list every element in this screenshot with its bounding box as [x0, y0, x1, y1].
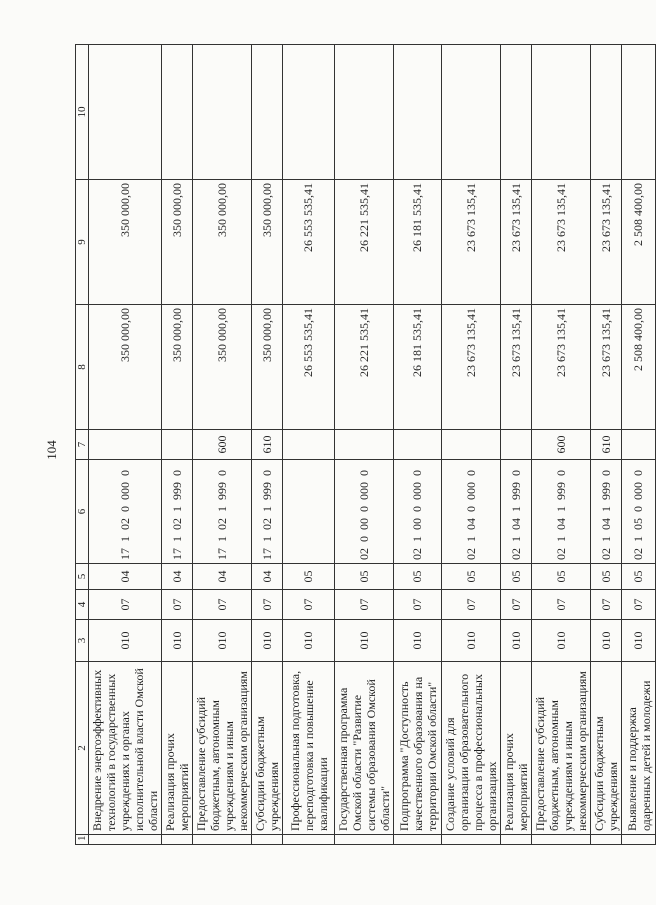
cell-subsection: 04 [162, 564, 193, 590]
cell-target-article: 02 1 04 1 999 0 [532, 460, 591, 564]
table-row [252, 45, 283, 845]
cell-subsection: 05 [591, 564, 622, 590]
cell-amount-part: 350 000,00 [89, 180, 162, 305]
cell-amount-total: 26 553 535,41 [283, 305, 335, 430]
cell-target-article: 17 1 02 0 000 0 [89, 460, 162, 564]
table-body [89, 45, 656, 845]
cell-col1 [283, 835, 335, 845]
page-number: 104 [43, 440, 59, 460]
cell-amount-total: 350 000,00 [89, 305, 162, 430]
cell-expense-type: 600 [193, 430, 252, 460]
cell-target-article: 02 1 00 0 000 0 [394, 460, 442, 564]
cell-amount-total: 23 673 135,41 [532, 305, 591, 430]
cell-expense-type [442, 430, 501, 460]
cell-subsection: 05 [283, 564, 335, 590]
cell-code-admin: 010 [591, 620, 622, 662]
cell-expense-type: 610 [591, 430, 622, 460]
cell-code-admin: 010 [442, 620, 501, 662]
cell-amount-total: 350 000,00 [193, 305, 252, 430]
cell-target-article: 17 1 02 1 999 0 [252, 460, 283, 564]
cell-amount-extra [442, 45, 501, 180]
cell-amount-total: 26 181 535,41 [394, 305, 442, 430]
cell-amount-extra [193, 45, 252, 180]
cell-subsection: 05 [442, 564, 501, 590]
cell-amount-total: 350 000,00 [162, 305, 193, 430]
cell-name: Государственная программа Омской области "Развитие системы образования Омской области" [335, 662, 394, 835]
cell-amount-part: 23 673 135,41 [442, 180, 501, 305]
cell-amount-part: 23 673 135,41 [591, 180, 622, 305]
cell-amount-part: 23 673 135,41 [501, 180, 532, 305]
cell-subsection: 04 [89, 564, 162, 590]
cell-amount-extra [162, 45, 193, 180]
cell-name: Подпрограмма "Доступность качественного образования на территории Омской области" [394, 662, 442, 835]
cell-col1 [89, 835, 162, 845]
table-row [394, 45, 442, 845]
cell-col1 [394, 835, 442, 845]
cell-amount-extra [394, 45, 442, 180]
cell-target-article: 17 1 02 1 999 0 [193, 460, 252, 564]
cell-section: 07 [442, 590, 501, 620]
cell-target-article: 02 1 04 1 999 0 [591, 460, 622, 564]
cell-amount-part: 26 181 535,41 [394, 180, 442, 305]
table-row [622, 45, 656, 845]
cell-amount-part: 350 000,00 [252, 180, 283, 305]
cell-expense-type [394, 430, 442, 460]
cell-name: Субсидии бюджетным учреждениям [591, 662, 622, 835]
cell-amount-extra [89, 45, 162, 180]
cell-section: 07 [89, 590, 162, 620]
cell-col1 [252, 835, 283, 845]
cell-col1 [442, 835, 501, 845]
cell-expense-type: 610 [252, 430, 283, 460]
cell-amount-extra [252, 45, 283, 180]
cell-amount-extra [622, 45, 656, 180]
cell-section: 07 [501, 590, 532, 620]
table-row [89, 45, 162, 845]
column-header: 1 [76, 835, 89, 845]
cell-amount-extra [591, 45, 622, 180]
cell-code-admin: 010 [162, 620, 193, 662]
cell-target-article: 02 0 00 0 000 0 [335, 460, 394, 564]
cell-section: 07 [283, 590, 335, 620]
cell-expense-type: 600 [532, 430, 591, 460]
column-header: 5 [76, 564, 89, 590]
cell-amount-extra [501, 45, 532, 180]
cell-col1 [193, 835, 252, 845]
cell-name: Реализация прочих мероприятий [501, 662, 532, 835]
cell-amount-extra [532, 45, 591, 180]
cell-amount-total: 2 508 400,00 [622, 305, 656, 430]
table-row [193, 45, 252, 845]
column-header: 3 [76, 620, 89, 662]
cell-expense-type [622, 430, 656, 460]
cell-target-article: 02 1 05 0 000 0 [622, 460, 656, 564]
column-header: 10 [76, 45, 89, 180]
cell-amount-part: 26 221 535,41 [335, 180, 394, 305]
cell-section: 07 [162, 590, 193, 620]
cell-amount-part: 2 508 400,00 [622, 180, 656, 305]
cell-subsection: 05 [622, 564, 656, 590]
cell-code-admin: 010 [394, 620, 442, 662]
cell-section: 07 [394, 590, 442, 620]
cell-amount-total: 23 673 135,41 [442, 305, 501, 430]
cell-amount-extra [283, 45, 335, 180]
column-header: 9 [76, 180, 89, 305]
cell-target-article: 17 1 02 1 999 0 [162, 460, 193, 564]
cell-subsection: 05 [532, 564, 591, 590]
cell-amount-part: 350 000,00 [193, 180, 252, 305]
cell-amount-part: 26 553 535,41 [283, 180, 335, 305]
cell-section: 07 [532, 590, 591, 620]
cell-code-admin: 010 [89, 620, 162, 662]
cell-col1 [501, 835, 532, 845]
cell-col1 [622, 835, 656, 845]
cell-code-admin: 010 [532, 620, 591, 662]
cell-name: Реализация прочих мероприятий [162, 662, 193, 835]
cell-subsection: 05 [394, 564, 442, 590]
cell-name: Предоставление субсидий бюджетным, автономным учреждениям и иным некоммерческим организациям [532, 662, 591, 835]
cell-name: Предоставление субсидий бюджетным, автономным учреждениям и иным некоммерческим организациям [193, 662, 252, 835]
cell-amount-total: 26 221 535,41 [335, 305, 394, 430]
cell-code-admin: 010 [622, 620, 656, 662]
cell-name: Создание условий для организации образовательного процесса в профессиональных организациях [442, 662, 501, 835]
cell-code-admin: 010 [335, 620, 394, 662]
table-row [162, 45, 193, 845]
cell-expense-type [335, 430, 394, 460]
cell-subsection: 04 [193, 564, 252, 590]
table-row [335, 45, 394, 845]
cell-section: 07 [193, 590, 252, 620]
table-row [283, 45, 335, 845]
cell-section: 07 [622, 590, 656, 620]
rotated-table-container [75, 45, 653, 845]
cell-amount-total: 350 000,00 [252, 305, 283, 430]
cell-subsection: 04 [252, 564, 283, 590]
cell-subsection: 05 [335, 564, 394, 590]
cell-code-admin: 010 [501, 620, 532, 662]
column-header: 8 [76, 305, 89, 430]
cell-amount-part: 350 000,00 [162, 180, 193, 305]
cell-name: Профессиональная подготовка, переподготовка и повышение квалификации [283, 662, 335, 835]
cell-code-admin: 010 [283, 620, 335, 662]
cell-name: Выявление и поддержка одаренных детей и молодежи [622, 662, 656, 835]
cell-target-article: 02 1 04 0 000 0 [442, 460, 501, 564]
cell-expense-type [283, 430, 335, 460]
cell-expense-type [501, 430, 532, 460]
cell-amount-extra [335, 45, 394, 180]
cell-amount-total: 23 673 135,41 [591, 305, 622, 430]
cell-target-article: 02 1 04 1 999 0 [501, 460, 532, 564]
cell-section: 07 [252, 590, 283, 620]
column-header: 7 [76, 430, 89, 460]
cell-code-admin: 010 [193, 620, 252, 662]
table-row [442, 45, 501, 845]
cell-expense-type [162, 430, 193, 460]
cell-subsection: 05 [501, 564, 532, 590]
table-row [591, 45, 622, 845]
cell-code-admin: 010 [252, 620, 283, 662]
cell-name: Субсидии бюджетным учреждениям [252, 662, 283, 835]
cell-expense-type [89, 430, 162, 460]
table-row [501, 45, 532, 845]
column-header: 4 [76, 590, 89, 620]
cell-section: 07 [591, 590, 622, 620]
cell-section: 07 [335, 590, 394, 620]
cell-col1 [335, 835, 394, 845]
column-header: 6 [76, 460, 89, 564]
cell-amount-total: 23 673 135,41 [501, 305, 532, 430]
cell-amount-part: 23 673 135,41 [532, 180, 591, 305]
cell-col1 [532, 835, 591, 845]
header-row [76, 45, 89, 845]
cell-col1 [162, 835, 193, 845]
table-row [532, 45, 591, 845]
budget-table [75, 44, 656, 845]
cell-target-article [283, 460, 335, 564]
cell-col1 [591, 835, 622, 845]
column-header: 2 [76, 662, 89, 835]
cell-name: Внедрение энергоэффективных технологий в государственных учреждениях и органах исполнительной власти Омской области [89, 662, 162, 835]
